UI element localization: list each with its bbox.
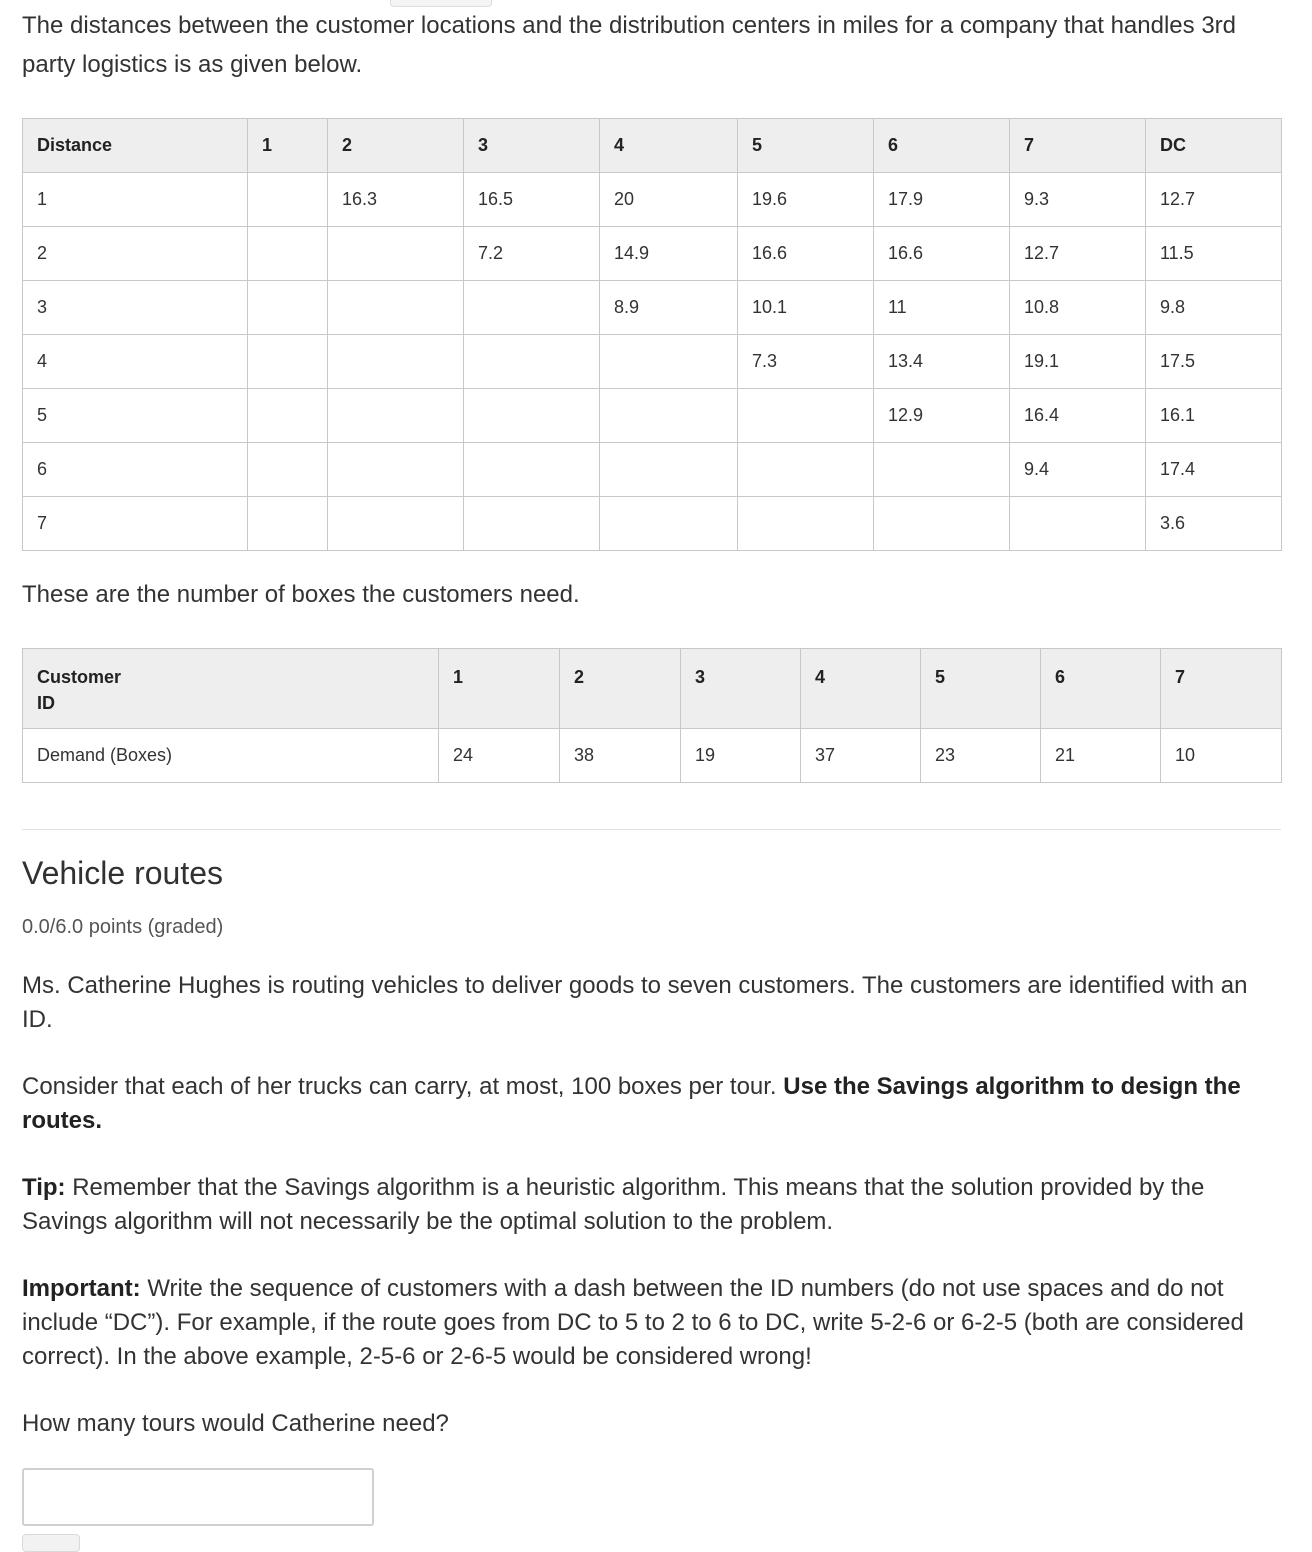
distance-cell	[738, 389, 874, 443]
distance-cell	[600, 497, 738, 551]
distance-header-cell: 1	[248, 119, 328, 173]
distance-row	[23, 335, 1282, 389]
distance-row	[23, 389, 1282, 443]
distance-cell: 17.4	[1146, 443, 1282, 497]
distance-row	[23, 227, 1282, 281]
capacity-text: Consider that each of her trucks can carry, at most, 100 boxes per tour.	[22, 1073, 784, 1100]
distance-header-cell: 5	[738, 119, 874, 173]
submit-button[interactable]	[22, 1534, 80, 1552]
distance-cell: 16.4	[1010, 389, 1146, 443]
distance-cell	[328, 443, 464, 497]
demand-row	[23, 729, 1282, 783]
distance-cell: 9.8	[1146, 281, 1282, 335]
distance-cell	[600, 335, 738, 389]
demand-header-label	[23, 649, 439, 729]
distance-cell: 20	[600, 173, 738, 227]
capacity-instruction: Use the Savings algorithm to design the routes.	[22, 1073, 1241, 1134]
distance-cell	[328, 497, 464, 551]
demand-header-cell: 5	[921, 649, 1041, 729]
section-divider	[22, 829, 1281, 830]
demand-header-cell: 6	[1041, 649, 1161, 729]
demand-header-line: ID	[37, 693, 55, 713]
distance-cell	[328, 335, 464, 389]
distance-row-label: 4	[23, 335, 248, 389]
distance-cell	[1010, 497, 1146, 551]
distance-cell	[328, 227, 464, 281]
distance-cell: 7.2	[464, 227, 600, 281]
distance-cell	[464, 389, 600, 443]
distance-cell	[874, 497, 1010, 551]
distance-cell	[874, 443, 1010, 497]
distance-cell: 7.3	[738, 335, 874, 389]
distance-cell: 3.6	[1146, 497, 1282, 551]
distance-header-cell: 6	[874, 119, 1010, 173]
points-label: 0.0/6.0 points (graded)	[22, 916, 224, 938]
distance-cell	[464, 335, 600, 389]
distance-cell: 17.5	[1146, 335, 1282, 389]
distance-row-label: 3	[23, 281, 248, 335]
distance-cell: 16.6	[738, 227, 874, 281]
distance-header-cell: 7	[1010, 119, 1146, 173]
distance-cell: 12.9	[874, 389, 1010, 443]
tip-label: Tip:	[22, 1174, 66, 1201]
demand-header-cell: 3	[681, 649, 801, 729]
distance-table	[22, 118, 1282, 551]
demand-header-line: Customer	[37, 667, 122, 687]
distance-cell	[600, 443, 738, 497]
distance-cell: 17.9	[874, 173, 1010, 227]
distance-header-cell: 3	[464, 119, 600, 173]
distance-cell: 12.7	[1010, 227, 1146, 281]
distance-cell: 16.3	[328, 173, 464, 227]
distance-cell	[464, 497, 600, 551]
distance-cell	[248, 173, 328, 227]
distance-cell	[328, 281, 464, 335]
demand-cell: 21	[1041, 729, 1161, 783]
demand-table	[22, 648, 1282, 783]
demand-cell: 10	[1161, 729, 1282, 783]
distance-cell	[248, 335, 328, 389]
distance-cell	[328, 389, 464, 443]
capacity-paragraph	[22, 1070, 1272, 1138]
distance-header-cell: 4	[600, 119, 738, 173]
distance-cell	[248, 281, 328, 335]
important-label: Important:	[22, 1275, 141, 1302]
distance-row	[23, 497, 1282, 551]
distance-row-label: 6	[23, 443, 248, 497]
demand-header-cell: 7	[1161, 649, 1282, 729]
question-text: How many tours would Catherine need?	[22, 1410, 449, 1437]
demand-row-label: Demand (Boxes)	[23, 729, 439, 783]
demand-header-cell: 2	[560, 649, 681, 729]
description-paragraph: Ms. Catherine Hughes is routing vehicles to deliver goods to seven customers. The customers are identified with an ID.	[22, 972, 1248, 1033]
distance-cell: 10.1	[738, 281, 874, 335]
distance-cell	[248, 497, 328, 551]
distance-cell: 14.9	[600, 227, 738, 281]
important-paragraph	[22, 1272, 1272, 1374]
distance-row	[23, 281, 1282, 335]
distance-cell: 19.1	[1010, 335, 1146, 389]
demand-header-cell: 1	[439, 649, 560, 729]
distance-row-label: 7	[23, 497, 248, 551]
distance-cell	[738, 443, 874, 497]
distance-cell	[248, 227, 328, 281]
distance-cell	[248, 443, 328, 497]
distance-cell: 9.4	[1010, 443, 1146, 497]
distance-row-label: 1	[23, 173, 248, 227]
demand-header-row	[23, 649, 1282, 729]
demand-cell: 37	[801, 729, 921, 783]
demand-intro-text: These are the number of boxes the customers need.	[22, 581, 580, 608]
distance-cell: 9.3	[1010, 173, 1146, 227]
distance-row-label: 5	[23, 389, 248, 443]
distance-cell: 12.7	[1146, 173, 1282, 227]
distance-cell: 10.8	[1010, 281, 1146, 335]
demand-cell: 24	[439, 729, 560, 783]
distance-row-label: 2	[23, 227, 248, 281]
distance-cell: 16.1	[1146, 389, 1282, 443]
demand-cell: 19	[681, 729, 801, 783]
distance-cell: 19.6	[738, 173, 874, 227]
answer-input[interactable]	[22, 1468, 374, 1526]
distance-row	[23, 173, 1282, 227]
demand-cell: 23	[921, 729, 1041, 783]
demand-header-cell: 4	[801, 649, 921, 729]
tip-text: Remember that the Savings algorithm is a heuristic algorithm. This means that the solution provided by the Savings algorithm will not necessarily be the optimal solution to the problem.	[22, 1174, 1205, 1235]
distance-cell	[248, 389, 328, 443]
distance-cell: 11	[874, 281, 1010, 335]
tip-paragraph	[22, 1171, 1272, 1239]
distance-cell	[738, 497, 874, 551]
intro-text: The distances between the customer locations and the distribution centers in miles for a company that handles 3rd party logistics is as given below.	[22, 12, 1237, 78]
distance-header-row	[23, 119, 1282, 173]
distance-cell: 13.4	[874, 335, 1010, 389]
distance-cell	[464, 281, 600, 335]
distance-cell: 11.5	[1146, 227, 1282, 281]
distance-cell: 16.6	[874, 227, 1010, 281]
demand-cell: 38	[560, 729, 681, 783]
distance-cell: 8.9	[600, 281, 738, 335]
distance-cell	[600, 389, 738, 443]
distance-cell	[464, 443, 600, 497]
distance-header-cell: Distance	[23, 119, 248, 173]
distance-header-cell: DC	[1146, 119, 1282, 173]
distance-row	[23, 443, 1282, 497]
distance-cell: 16.5	[464, 173, 600, 227]
distance-header-cell: 2	[328, 119, 464, 173]
problem-title: Vehicle routes	[22, 855, 224, 891]
important-text: Write the sequence of customers with a dash between the ID numbers (do not use spaces and do not include “DC”). For example, if the route goes from DC to 5 to 2 to 6 to DC, write 5-2-6 or 6-2-5 (both are considered correct). In the above example, 2-5-6 or 2-6-5 would be considered wrong!	[22, 1275, 1244, 1370]
